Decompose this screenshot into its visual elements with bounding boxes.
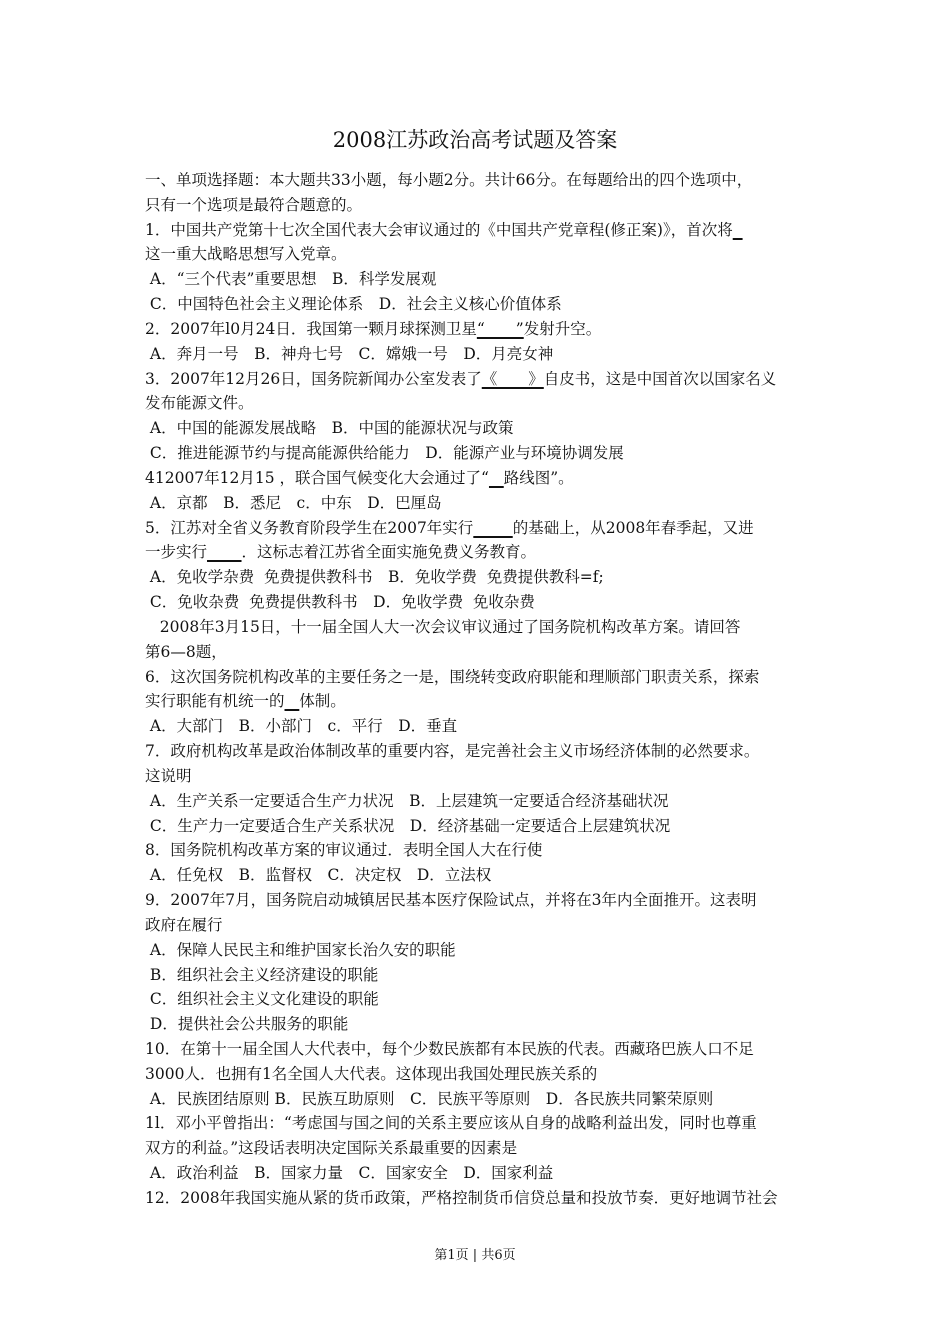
text-line <box>145 987 825 1012</box>
text-segment: 12．2008年我国实施从紧的货币政策，严格控制货币信贷总量和投放节奏．更好地调节社会 <box>145 1188 778 1207</box>
text-segment: 发射升空。 <box>523 319 602 338</box>
text-line <box>145 1087 825 1112</box>
text-line <box>145 615 825 640</box>
text-segment: A．民族团结原则 B．民族互助原则 C．民族平等原则 D．各民族共同繁荣原则 <box>145 1089 714 1108</box>
text-line <box>145 963 825 988</box>
text-line <box>145 218 825 243</box>
text-segment: 一步实行 <box>145 543 208 562</box>
text-segment: B．组织社会主义经济建设的职能 <box>145 965 379 984</box>
text-line <box>145 367 825 392</box>
answer-blank <box>207 543 242 561</box>
text-segment: ．这标志着江苏省全面实施免费义务教育。 <box>241 543 537 562</box>
text-segment: 2．2007年l0月24日．我国第一颗月球探测卫星 <box>145 319 477 338</box>
text-line <box>145 391 825 416</box>
text-segment: A．政治利益 B．国家力量 C．国家安全 D．国家利益 <box>145 1164 554 1183</box>
text-line <box>145 466 825 491</box>
text-line <box>145 640 825 665</box>
text-line <box>145 565 825 590</box>
text-segment: 6．这次国务院机构改革的主要任务之一是，围绕转变政府职能和理顺部门职责关系，探索 <box>145 667 760 686</box>
answer-blank <box>285 692 300 710</box>
text-line <box>145 590 825 615</box>
text-segment: A．保障人民民主和维护国家长治久安的职能 <box>145 940 456 959</box>
text-segment: 2008年3月15日，十一届全国人大一次会议审议通过了国务院机构改革方案。请回答 <box>145 617 741 636</box>
page-footer: 第1页 | 共6页 <box>434 1248 516 1263</box>
answer-blank: 《 》 <box>481 369 544 388</box>
text-segment: C．中国特色社会主义理论体系 D．社会主义核心价值体系 <box>145 295 562 314</box>
text-line <box>145 1161 825 1186</box>
text-segment: 7．政府机构改革是政治体制改革的重要内容，是完善社会主义市场经济体制的必然要求。 <box>145 742 760 761</box>
text-segment: 路线图”。 <box>503 468 574 487</box>
text-line <box>145 814 825 839</box>
text-segment: A．任免权 B．监督权 C．决定权 D．立法权 <box>145 866 492 885</box>
text-line <box>145 193 825 218</box>
text-line <box>145 888 825 913</box>
text-line <box>145 863 825 888</box>
text-line <box>145 491 825 516</box>
text-segment: 这一重大战略思想写入党章。 <box>145 245 347 264</box>
text-segment: 双方的利益。”这段话表明决定国际关系最重要的因素是 <box>145 1139 518 1158</box>
text-line <box>145 913 825 938</box>
text-segment: 自皮书，这是中国首次以国家名义 <box>543 369 777 388</box>
text-line <box>145 267 825 292</box>
text-segment: 10．在第十一届全国人大代表中，每个少数民族都有本民族的代表。西藏珞巴族人口不足 <box>145 1039 754 1058</box>
text-line <box>145 714 825 739</box>
text-line <box>145 1037 825 1062</box>
text-segment: 412007年12月15 ，联合国气候变化大会通过了“ <box>145 468 489 487</box>
text-segment: C．组织社会主义文化建设的职能 <box>145 990 379 1009</box>
answer-blank <box>733 221 743 239</box>
text-line <box>145 764 825 789</box>
text-segment: A．京都 B．悉尼 c．中东 D．巴厘岛 <box>145 493 442 512</box>
text-line <box>145 739 825 764</box>
text-segment: 实行职能有机统一的 <box>145 692 285 711</box>
answer-blank <box>473 519 512 537</box>
text-line <box>145 1062 825 1087</box>
text-line <box>145 938 825 963</box>
text-segment: A．免收学杂费 免费提供教科书 B．免收学费 免费提供教科=f; <box>145 568 604 587</box>
text-segment: 3000人．也拥有1名全国人大代表。这体现出我国处理民族关系的 <box>145 1064 598 1083</box>
text-segment: A．“三个代表”重要思想 B．科学发展观 <box>145 270 437 289</box>
document-title: 2008江苏政治高考试题及答案 <box>332 128 618 152</box>
text-segment: 发布能源文件。 <box>145 394 254 413</box>
text-line <box>145 838 825 863</box>
text-segment: 只有一个选项是最符合题意的。 <box>145 195 363 214</box>
text-segment: 5．江苏对全省义务教育阶段学生在2007年实行 <box>145 518 474 537</box>
text-segment: 1．中国共产党第十七次全国代表大会审议通过的《中国共产党章程(修正案)》，首次将 <box>145 220 733 239</box>
answer-blank <box>489 469 504 487</box>
text-segment: 政府在履行 <box>145 915 223 934</box>
text-line <box>145 342 825 367</box>
text-segment: A．大部门 B．小部门 c．平行 D．垂直 <box>145 717 458 736</box>
document-body <box>145 168 825 1211</box>
text-segment: 的基础上，从2008年春季起，又进 <box>512 518 754 537</box>
text-segment: A．中国的能源发展战略 B．中国的能源状况与政策 <box>145 419 514 438</box>
text-segment: 9．2007年7月，国务院启动城镇居民基本医疗保险试点，并将在3年内全面推开。这表明 <box>145 891 757 910</box>
text-segment: D．提供社会公共服务的职能 <box>145 1015 349 1034</box>
text-line <box>145 168 825 193</box>
text-segment: C．免收杂费 免费提供教科书 D．免收学费 免收杂费 <box>145 593 535 612</box>
text-segment: 体制。 <box>299 692 346 711</box>
text-line <box>145 1012 825 1037</box>
text-segment: 一、单项选择题：本大题共33小题，每小题2分。共计66分。在每题给出的四个选项中， <box>145 171 753 189</box>
text-segment: C．推进能源节约与提高能源供给能力 D．能源产业与环境协调发展 <box>145 444 624 463</box>
text-segment: 3．2007年12月26日，国务院新闻办公室发表了 <box>145 369 482 388</box>
text-line <box>145 441 825 466</box>
text-line <box>145 416 825 441</box>
text-segment: 8．国务院机构改革方案的审议通过．表明全国人大在行使 <box>145 841 543 860</box>
text-segment: C．生产力一定要适合生产关系状况 D．经济基础一定要适合上层建筑状况 <box>145 816 671 835</box>
text-line <box>145 242 825 267</box>
text-segment: 1l．邓小平曾指出：“考虑国与国之间的关系主要应该从自身的战略利益出发，同时也尊重 <box>145 1114 757 1133</box>
text-line <box>145 516 825 541</box>
text-line <box>145 540 825 565</box>
answer-blank: “ ” <box>476 319 524 338</box>
text-line <box>145 1186 825 1211</box>
text-line <box>145 789 825 814</box>
text-segment: A．奔月一号 B．神舟七号 C．嫦娥一号 D．月亮女神 <box>145 344 554 363</box>
text-line <box>145 1136 825 1161</box>
text-line <box>145 317 825 342</box>
text-line <box>145 689 825 714</box>
text-segment: 第6—8题， <box>145 642 227 661</box>
text-segment: A．生产关系一定要适合生产力状况 B．上层建筑一定要适合经济基础状况 <box>145 791 669 810</box>
text-line <box>145 1111 825 1136</box>
text-line <box>145 292 825 317</box>
text-segment: 这说明 <box>145 766 192 785</box>
text-line <box>145 665 825 690</box>
